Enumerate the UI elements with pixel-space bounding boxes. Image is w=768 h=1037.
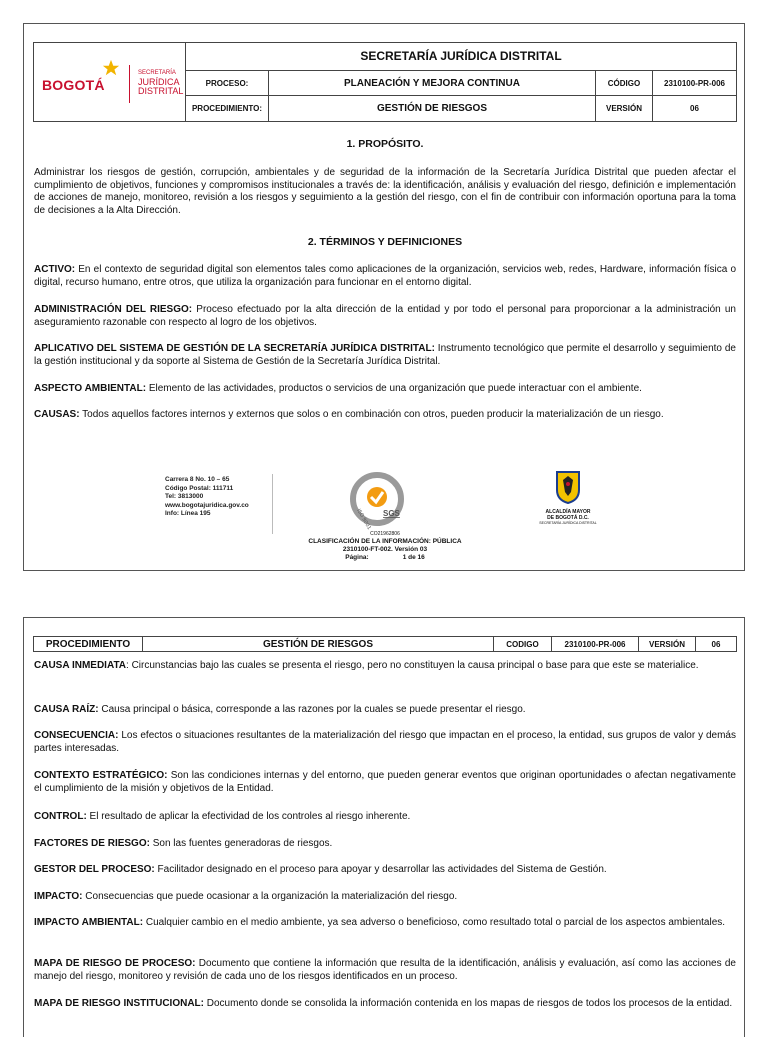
definition-text: Los efectos o situaciones resultantes de la materialización del riesgo que impactan en el proceso, la entidad, sus grupos de valor y demás partes interesadas. (34, 730, 736, 754)
version-value: 06 (696, 637, 737, 652)
definition-item (34, 864, 736, 877)
footer-classification (24, 538, 746, 562)
definition-term: ACTIVO: (34, 264, 76, 275)
version-label: VERSIÓN (639, 637, 696, 652)
definition-text: Instrumento tecnológico que permite el desarrollo y seguimiento de la gestión institucional y da soporte al Sistema de Gestión de la Secretaría Jurídica Distrital. (34, 343, 736, 367)
cert-code: CO21962806 (370, 531, 400, 537)
logo-sec-line1: SECRETARÍA (138, 70, 176, 76)
definition-text: : Circunstancias bajo las cuales se presenta el riesgo, pero no constituyen la causa principal o base para que este se materialice. (126, 660, 699, 671)
definition-term: CAUSA INMEDIATA (34, 660, 127, 671)
alcaldia-line1: ALCALDÍA MAYOR (545, 509, 591, 515)
version-label: VERSIÓN (596, 96, 653, 122)
definition-term: CONSECUENCIA: (34, 730, 119, 741)
address-line: Tel: 3813000 (165, 493, 204, 500)
alcaldia-line3: SECRETARÍA JURÍDICA DISTRITAL (539, 521, 597, 525)
definition-item (34, 730, 736, 755)
definition-term: IMPACTO AMBIENTAL: (34, 917, 144, 928)
definition-item (34, 409, 736, 422)
codigo-value: 2310100-PR-006 (653, 70, 737, 96)
definition-term: ASPECTO AMBIENTAL: (34, 383, 147, 394)
definition-item (34, 891, 736, 904)
proposito-paragraph: Administrar los riesgos de gestión, corrupción, ambientales y de seguridad de la información de la Secretaría Jurídica Distrital que pueden afectar el cumplimiento de objetivos, funciones y compromisos institucionales a través de: la identificación, análisis y evaluación del riesgo, definición e implementación de acciones de manejo, monitoreo, revisión a los riesgos y seguimiento a la gestión del riesgo, con el fin de contribuir con información oportuna para la toma de decisiones a la Alta Dirección. (34, 167, 736, 216)
proceso-value: PLANEACIÓN Y MEJORA CONTINUA (269, 70, 596, 96)
definition-text: Cualquier cambio en el medio ambiente, ya sea adverso o beneficioso, como resultado total o parcial de los aspectos ambientales. (143, 917, 726, 928)
page-value: 1 de 16 (402, 554, 425, 561)
definition-term: CAUSAS: (34, 409, 80, 420)
definition-text: Causa principal o básica, corresponde a las razones por la cuales se puede presentar el riesgo. (98, 704, 526, 715)
procedimiento-label: PROCEDIMIENTO: (186, 96, 269, 122)
coat-of-arms-icon (555, 470, 581, 504)
section-title-proposito: 1. PROPÓSITO. (346, 138, 424, 150)
definition-text: Proceso efectuado por la alta dirección de la entidad y por todo el personal para proporcionar a la administración un aseguramiento razonable con respecto al logro de los objetivos. (34, 304, 736, 328)
definition-text: Consecuencias que puede ocasionar a la organización la materialización del riesgo. (82, 891, 458, 902)
proceso-label: PROCESO: (186, 70, 269, 96)
address-line: www.bogotajuridica.gov.co (165, 501, 249, 509)
definition-item (34, 770, 736, 795)
page-label: Página: (345, 554, 369, 561)
definition-term: MAPA DE RIESGO INSTITUCIONAL: (34, 998, 204, 1009)
definition-text: Elemento de las actividades, productos o servicios de una organización que puede interactuar con el ambiente. (146, 383, 642, 394)
page-number (24, 554, 746, 562)
codigo-value: 2310100-PR-006 (552, 637, 639, 652)
procedimiento-value: GESTIÓN DE RIESGOS (269, 96, 596, 122)
definition-term: IMPACTO: (34, 891, 83, 902)
codigo-label: CÓDIGO (596, 70, 653, 96)
address-line: Info: Línea 195 (165, 510, 211, 517)
procedimiento-label: PROCEDIMIENTO (34, 637, 143, 652)
definition-text: El resultado de aplicar la efectividad de los controles al riesgo inherente. (86, 811, 411, 822)
document-header-page2 (33, 636, 737, 652)
procedimiento-value: GESTIÓN DE RIESGOS (143, 637, 494, 652)
definition-text: Son las fuentes generadoras de riesgos. (149, 838, 333, 849)
definition-text: Documento que contiene la información que resulta de la identificación, análisis y evaluación, así como las acciones de manejo del riesgo, monitoreo y revisión de cada uno de los riesgos identificados en un proceso. (34, 958, 736, 982)
definition-item (34, 704, 736, 717)
document-page-1 (23, 23, 745, 571)
definition-term: GESTOR DEL PROCESO: (34, 864, 155, 875)
definition-text: Documento donde se consolida la información contenida en los mapas de riesgos de todos los procesos de la entidad. (204, 998, 733, 1009)
definition-term: CAUSA RAÍZ: (34, 704, 99, 715)
definition-term: FACTORES DE RIESGO: (34, 838, 150, 849)
bogota-logo: BOGOTÁ (42, 77, 105, 93)
definition-item (34, 660, 736, 673)
definition-term: ADMINISTRACIÓN DEL RIESGO: (34, 304, 193, 315)
definition-term: MAPA DE RIESGO DE PROCESO: (34, 958, 196, 969)
definition-text: Son las condiciones internas y del entorno, que pueden generar eventos que originan oportunidades o afectan negativamente el cumplimiento de la misión y objetivos de la Entidad. (34, 770, 736, 794)
form-code: 2310100-FT-002. Versión 03 (342, 546, 428, 553)
definition-item (34, 958, 736, 983)
definition-item (34, 264, 736, 289)
definition-item (34, 838, 736, 851)
definition-item (34, 811, 736, 824)
definition-term: CONTEXTO ESTRATÉGICO: (34, 770, 168, 781)
section-title-terminos: 2. TÉRMINOS Y DEFINICIONES (307, 236, 463, 248)
definition-term: APLICATIVO DEL SISTEMA DE GESTIÓN DE LA SECRETARÍA JURÍDICA DISTRITAL: (34, 343, 435, 354)
definition-item (34, 917, 736, 930)
definition-item (34, 998, 736, 1011)
definition-item (34, 343, 736, 368)
secretaria-logo (138, 69, 183, 96)
definition-item (34, 304, 736, 329)
header-title: SECRETARÍA JURÍDICA DISTRITAL (186, 43, 737, 71)
version-value: 06 (653, 96, 737, 122)
logo-sec-line3: DISTRITAL (138, 86, 184, 96)
footer-divider (272, 474, 273, 534)
document-header (33, 42, 737, 122)
codigo-label: CODIGO (494, 637, 552, 652)
cert-sgs-text: SGS (383, 509, 400, 518)
definition-text: En el contexto de seguridad digital son elementos tales como aplicaciones de la organización, servicios web, redes, Hardware, información física o digital, recurso humano, entre otros, que utiliza la organización para funcionar en el entorno digital. (34, 264, 736, 288)
alcaldia-logo (538, 470, 598, 526)
iso-certification-seal-icon (346, 470, 408, 532)
footer-address (165, 476, 249, 519)
star-icon (102, 59, 120, 77)
logo-cell (34, 43, 186, 122)
alcaldia-line2: DE BOGOTÁ D.C. (547, 515, 589, 521)
logo-sec-line2: JURÍDICA (138, 77, 180, 87)
definition-text: Facilitador designado en el proceso para apoyar y desarrollar las actividades del Sistema de Gestión. (154, 864, 607, 875)
definition-item (34, 383, 736, 396)
address-line: Carrera 8 No. 10 – 65 (165, 476, 230, 483)
definition-text: Todos aquellos factores internos y externos que solos o en combinación con otros, pueden producir la materialización de un riesgo. (79, 409, 664, 420)
cert-iso-text: ISO 9001 (355, 508, 372, 531)
classification-text: CLASIFICACIÓN DE LA INFORMACIÓN: PÚBLICA (308, 538, 462, 545)
logo-divider (129, 65, 130, 103)
address-line: Código Postal: 111711 (165, 484, 234, 492)
document-page-2 (23, 617, 745, 1037)
definition-term: CONTROL: (34, 811, 87, 822)
